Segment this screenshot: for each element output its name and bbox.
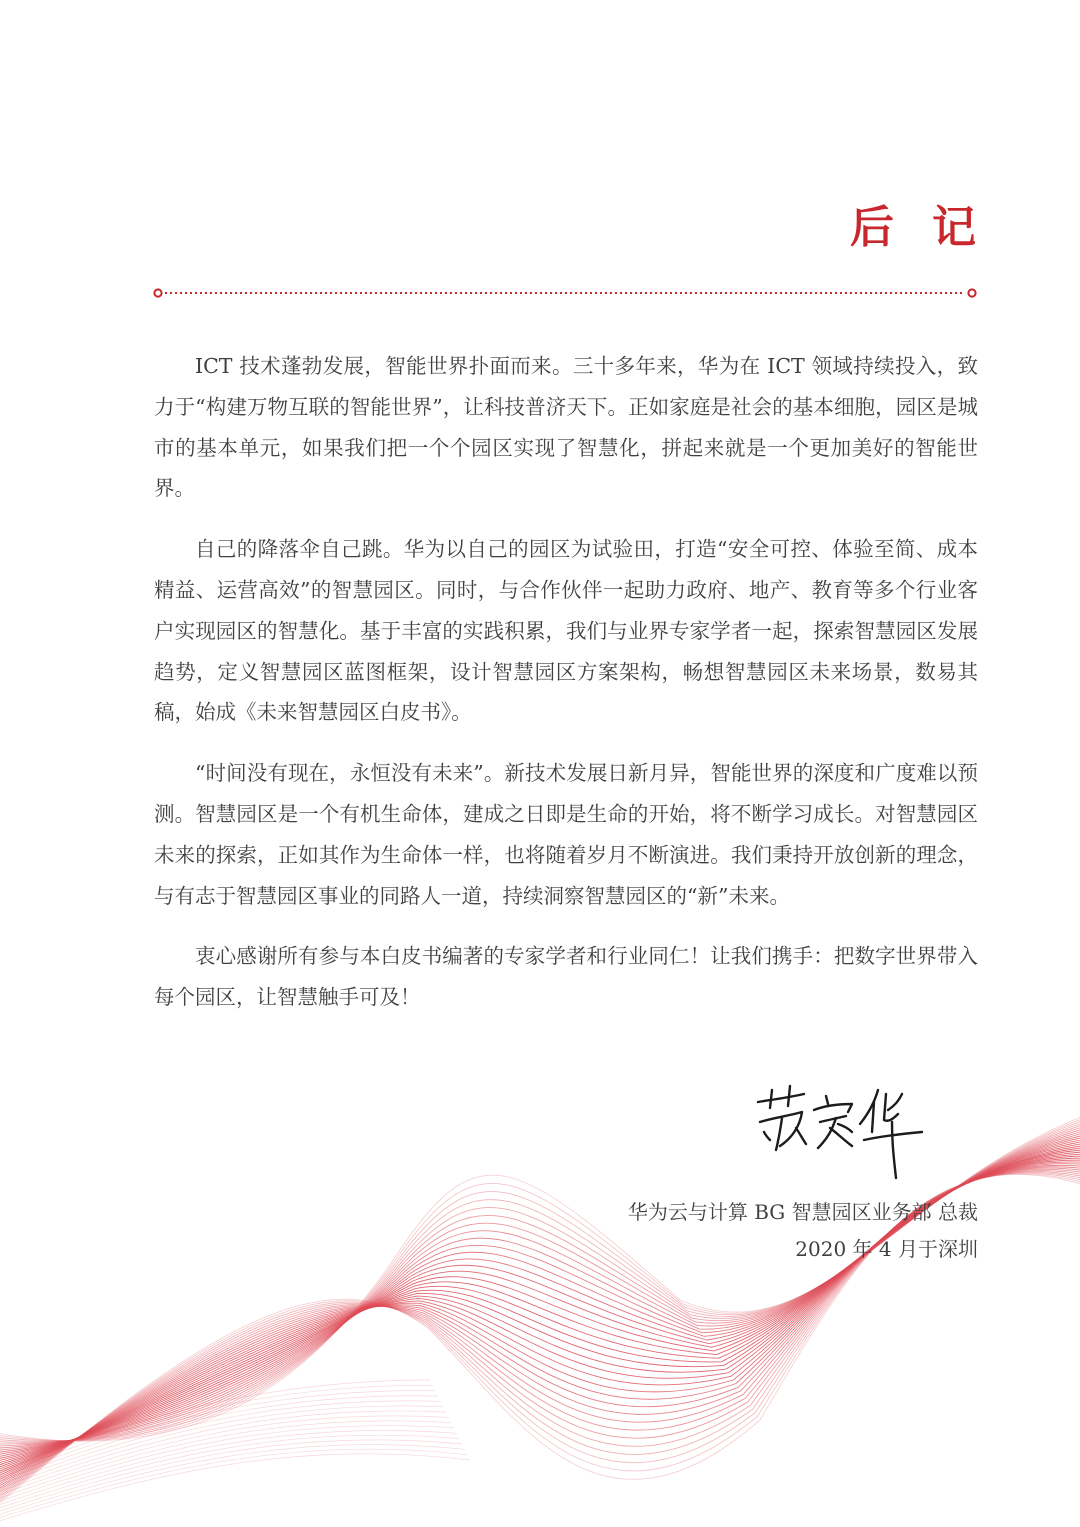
- wave-line-faint: [0, 1416, 449, 1502]
- wave-line: [0, 1137, 1080, 1460]
- paragraph-1: ICT 技术蓬勃发展，智能世界扑面而来。三十多年来，华为在 ICT 领域持续投入，致力于“构建万物互联的智能世界”，让科技普济天下。正如家庭是社会的基本细胞，园区是城市的基本单元，如果我们把一个个园区实现了智慧化，拼起来就是一个更加美好的智能世界。: [154, 354, 978, 501]
- wave-line-faint: [0, 1411, 446, 1499]
- wave-line-faint: [0, 1454, 470, 1527]
- wave-line-faint: [0, 1406, 443, 1496]
- afterword-body: [154, 346, 978, 1038]
- decorative-dotted-rule: [152, 286, 978, 300]
- paragraph-4: 衷心感谢所有参与本白皮书编著的专家学者和行业同仁！让我们携手：把数字世界带入每个园区，让智慧触手可及！: [154, 944, 978, 1010]
- signer-position: 华为云与计算 BG 智慧园区业务部 总裁: [627, 1200, 978, 1224]
- wave-line-faint: [0, 1421, 451, 1505]
- wave-line-faint: [0, 1391, 435, 1487]
- sign-date: 2020 年 4 月于深圳: [795, 1237, 978, 1261]
- handwritten-signature: [752, 1074, 942, 1184]
- wave-line-faint: [0, 1449, 467, 1524]
- paragraph-2: 自己的降落伞自己跳。华为以自己的园区为试验田，打造“安全可控、体验至简、成本精益、运营高效”的智慧园区。同时，与合作伙伴一起助力政府、地产、教育等多个行业客户实现园区的智慧化。基于丰富的实践积累，我们与业界专家学者一起，探索智慧园区发展趋势，定义智慧园区蓝图框架，设计智慧园区方案架构，畅想智慧园区未来场景，数易其稿，始成《未来智慧园区白皮书》。: [154, 537, 978, 725]
- wave-line-faint: [0, 1426, 454, 1509]
- page-title: 后记: [850, 202, 1014, 253]
- signature-block: [628, 1194, 978, 1268]
- paragraph-3: “时间没有现在，永恒没有未来”。新技术发展日新月异，智能世界的深度和广度难以预测。智慧园区是一个有机生命体，建成之日即是生命的开始，将不断学习成长。对智慧园区未来的探索，正如其作为生命体一样，也将随着岁月不断演进。我们秉持开放创新的理念，与有志于智慧园区事业的同路人一道，持续洞察智慧园区的“新”未来。: [154, 761, 978, 908]
